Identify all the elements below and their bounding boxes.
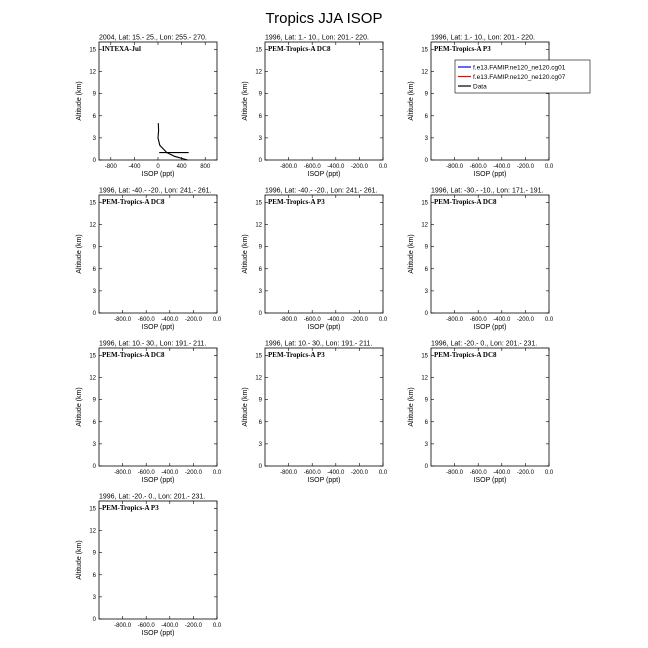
y-tick-label: 15: [255, 200, 262, 207]
y-tick-label: 12: [89, 375, 96, 382]
y-tick-label: 6: [424, 419, 428, 426]
y-axis-label: Altitude (km): [242, 387, 249, 427]
x-tick-label: -200.0: [516, 317, 534, 323]
y-tick-label: 3: [424, 135, 428, 142]
x-axis-label: ISOP (ppt): [473, 324, 507, 331]
panel-label: INTEXA-Jul: [102, 45, 141, 53]
y-tick-label: 0: [258, 464, 262, 470]
x-tick-label: -800: [104, 164, 117, 170]
panel-grid: [76, 35, 590, 638]
x-tick-label: -800.0: [446, 164, 464, 170]
y-axis-label: Altitude (km): [408, 387, 415, 427]
y-tick-label: 3: [92, 288, 96, 295]
series-line-1: [158, 123, 188, 160]
x-tick-label: -800.0: [446, 470, 464, 476]
panel-title: 1996, Lat: 10.- 30., Lon: 191.- 211.: [99, 340, 207, 348]
x-tick-label: 0.0: [212, 317, 222, 323]
panel-5: [242, 188, 388, 332]
y-tick-label: 6: [258, 266, 262, 273]
y-tick-label: 3: [258, 135, 262, 142]
x-tick-label: -400.0: [493, 164, 511, 170]
panel-label: PEM-Tropics-A P3: [102, 504, 159, 512]
y-tick-label: 15: [89, 47, 96, 54]
panel-1: [76, 35, 217, 179]
legend-label: f.e13.FAMIP.ne120_ne120.cg07: [473, 73, 566, 81]
y-tick-label: 0: [92, 158, 96, 164]
y-tick-label: 3: [424, 441, 428, 448]
panel-title: 1996, Lat: -40.- -20., Lon: 241.- 261.: [99, 187, 212, 195]
y-tick-label: 12: [89, 222, 96, 229]
x-tick-label: -800.0: [114, 623, 132, 629]
panel-title: 2004, Lat: 15.- 25., Lon: 255.- 270.: [99, 34, 207, 42]
legend: [455, 60, 590, 93]
y-tick-label: 15: [421, 47, 428, 54]
y-tick-label: 9: [424, 91, 428, 98]
y-tick-label: 0: [92, 617, 96, 623]
panel-3: [408, 35, 554, 179]
x-tick-label: -200.0: [350, 470, 368, 476]
y-tick-label: 0: [424, 311, 428, 317]
y-tick-label: 12: [255, 222, 262, 229]
y-tick-label: 15: [89, 200, 96, 207]
plot-frame: [265, 195, 383, 313]
y-tick-label: 0: [92, 311, 96, 317]
y-tick-label: 0: [258, 311, 262, 317]
y-tick-label: 9: [258, 244, 262, 251]
x-tick-label: -800.0: [280, 470, 298, 476]
y-axis-label: Altitude (km): [242, 234, 249, 274]
x-tick-label: -800.0: [446, 317, 464, 323]
legend-label: f.e13.FAMIP.ne120_ne120.cg01: [473, 64, 566, 72]
panel-title: 1996, Lat: -40.- -20., Lon: 241.- 261.: [265, 187, 378, 195]
x-tick-label: 800: [200, 164, 211, 170]
y-tick-label: 12: [89, 69, 96, 76]
legend-label: Data: [473, 83, 487, 91]
panel-9: [408, 341, 554, 485]
plot-frame: [431, 348, 549, 466]
x-tick-label: 0.0: [212, 623, 222, 629]
y-tick-label: 9: [92, 397, 96, 404]
panel-10: [76, 494, 222, 638]
x-tick-label: -200.0: [184, 470, 202, 476]
x-axis-label: ISOP (ppt): [141, 477, 175, 484]
panel-title: 1996, Lat: -20.- 0., Lon: 201.- 231.: [99, 493, 206, 501]
y-tick-label: 9: [424, 397, 428, 404]
y-axis-label: Altitude (km): [76, 387, 83, 427]
y-tick-label: 6: [258, 419, 262, 426]
panel-label: PEM-Tropics-A DC8: [268, 45, 331, 53]
y-tick-label: 12: [89, 528, 96, 535]
y-axis-label: Altitude (km): [242, 81, 249, 121]
x-tick-label: 0.0: [378, 470, 388, 476]
y-tick-label: 3: [92, 135, 96, 142]
x-tick-label: -600.0: [137, 470, 155, 476]
y-tick-label: 12: [255, 69, 262, 76]
x-tick-label: 0.0: [378, 164, 388, 170]
plot-frame: [99, 195, 217, 313]
y-tick-label: 6: [92, 419, 96, 426]
x-tick-label: -600.0: [469, 317, 487, 323]
y-tick-label: 6: [424, 266, 428, 273]
y-tick-label: 9: [258, 91, 262, 98]
panel-6: [408, 188, 554, 332]
x-tick-label: -200.0: [516, 164, 534, 170]
x-tick-label: -400.0: [327, 164, 345, 170]
x-tick-label: -400.0: [493, 470, 511, 476]
y-tick-label: 3: [258, 288, 262, 295]
x-tick-label: -200.0: [350, 164, 368, 170]
y-tick-label: 6: [92, 266, 96, 273]
x-tick-label: -400.0: [327, 317, 345, 323]
y-tick-label: 15: [89, 353, 96, 360]
y-tick-label: 0: [424, 158, 428, 164]
x-tick-label: -600.0: [469, 164, 487, 170]
panel-4: [76, 188, 222, 332]
panel-label: PEM-Tropics-A DC8: [434, 198, 497, 206]
y-tick-label: 12: [255, 375, 262, 382]
panel-label: PEM-Tropics-A DC8: [102, 198, 165, 206]
y-tick-label: 12: [421, 222, 428, 229]
y-tick-label: 0: [92, 464, 96, 470]
plot-frame: [265, 42, 383, 160]
panel-label: PEM-Tropics-A P3: [434, 45, 491, 53]
y-tick-label: 15: [421, 353, 428, 360]
x-axis-label: ISOP (ppt): [141, 171, 175, 178]
panel-label: PEM-Tropics-A DC8: [102, 351, 165, 359]
x-tick-label: -200.0: [350, 317, 368, 323]
x-tick-label: -200.0: [516, 470, 534, 476]
y-axis-label: Altitude (km): [76, 234, 83, 274]
figure-title: Tropics JJA ISOP: [265, 10, 383, 27]
x-axis-label: ISOP (ppt): [141, 324, 175, 331]
x-tick-label: -600.0: [303, 164, 321, 170]
x-tick-label: -400.0: [161, 317, 179, 323]
y-axis-label: Altitude (km): [76, 81, 83, 121]
panel-7: [76, 341, 222, 485]
x-tick-label: -400.0: [161, 623, 179, 629]
panel-label: PEM-Tropics-A DC8: [434, 351, 497, 359]
x-tick-label: 400: [176, 164, 187, 170]
x-tick-label: -600.0: [137, 317, 155, 323]
plot-frame: [99, 348, 217, 466]
y-tick-label: 6: [424, 113, 428, 120]
x-tick-label: -800.0: [114, 317, 132, 323]
x-tick-label: -400.0: [161, 470, 179, 476]
y-tick-label: 3: [424, 288, 428, 295]
x-axis-label: ISOP (ppt): [473, 171, 507, 178]
panel-2: [242, 35, 388, 179]
x-axis-label: ISOP (ppt): [307, 477, 341, 484]
y-axis-label: Altitude (km): [76, 540, 83, 580]
x-tick-label: -800.0: [114, 470, 132, 476]
y-tick-label: 6: [92, 113, 96, 120]
x-tick-label: -400.0: [327, 470, 345, 476]
y-tick-label: 12: [421, 69, 428, 76]
plot-frame: [99, 42, 217, 160]
y-tick-label: 0: [258, 158, 262, 164]
y-tick-label: 15: [421, 200, 428, 207]
y-tick-label: 9: [92, 91, 96, 98]
x-axis-label: ISOP (ppt): [141, 630, 175, 637]
x-tick-label: -800.0: [280, 164, 298, 170]
y-tick-label: 6: [258, 113, 262, 120]
plot-frame: [99, 501, 217, 619]
panel-title: 1996, Lat: -20.- 0., Lon: 201.- 231.: [431, 340, 538, 348]
y-tick-label: 9: [424, 244, 428, 251]
x-tick-label: -600.0: [137, 623, 155, 629]
x-tick-label: -400: [128, 164, 141, 170]
y-tick-label: 3: [92, 594, 96, 601]
panel-8: [242, 341, 388, 485]
y-tick-label: 0: [424, 464, 428, 470]
y-axis-label: Altitude (km): [408, 81, 415, 121]
x-tick-label: 0.0: [544, 317, 554, 323]
x-tick-label: 0: [156, 164, 160, 170]
x-tick-label: -600.0: [469, 470, 487, 476]
y-tick-label: 15: [89, 506, 96, 513]
y-tick-label: 6: [92, 572, 96, 579]
x-axis-label: ISOP (ppt): [473, 477, 507, 484]
plot-frame: [431, 195, 549, 313]
y-tick-label: 3: [258, 441, 262, 448]
panel-label: PEM-Tropics-A P3: [268, 351, 325, 359]
x-tick-label: -800.0: [280, 317, 298, 323]
x-tick-label: 0.0: [378, 317, 388, 323]
x-axis-label: ISOP (ppt): [307, 324, 341, 331]
panel-title: 1996, Lat: 10.- 30., Lon: 191.- 211.: [265, 340, 373, 348]
x-tick-label: 0.0: [544, 164, 554, 170]
x-tick-label: -400.0: [493, 317, 511, 323]
y-tick-label: 3: [92, 441, 96, 448]
x-axis-label: ISOP (ppt): [307, 171, 341, 178]
x-tick-label: -600.0: [303, 470, 321, 476]
panel-title: 1996, Lat: -30.- -10., Lon: 171.- 191.: [431, 187, 544, 195]
x-tick-label: 0.0: [544, 470, 554, 476]
y-tick-label: 9: [92, 550, 96, 557]
panel-title: 1996, Lat: 1.- 10., Lon: 201.- 220.: [265, 34, 369, 42]
y-tick-label: 15: [255, 353, 262, 360]
y-tick-label: 9: [258, 397, 262, 404]
x-tick-label: -600.0: [303, 317, 321, 323]
panel-title: 1996, Lat: 1.- 10., Lon: 201.- 220.: [431, 34, 535, 42]
y-tick-label: 15: [255, 47, 262, 54]
plot-frame: [265, 348, 383, 466]
y-tick-label: 12: [421, 375, 428, 382]
x-tick-label: -200.0: [184, 623, 202, 629]
x-tick-label: -200.0: [184, 317, 202, 323]
y-tick-label: 9: [92, 244, 96, 251]
panel-label: PEM-Tropics-A P3: [268, 198, 325, 206]
y-axis-label: Altitude (km): [408, 234, 415, 274]
x-tick-label: 0.0: [212, 470, 222, 476]
